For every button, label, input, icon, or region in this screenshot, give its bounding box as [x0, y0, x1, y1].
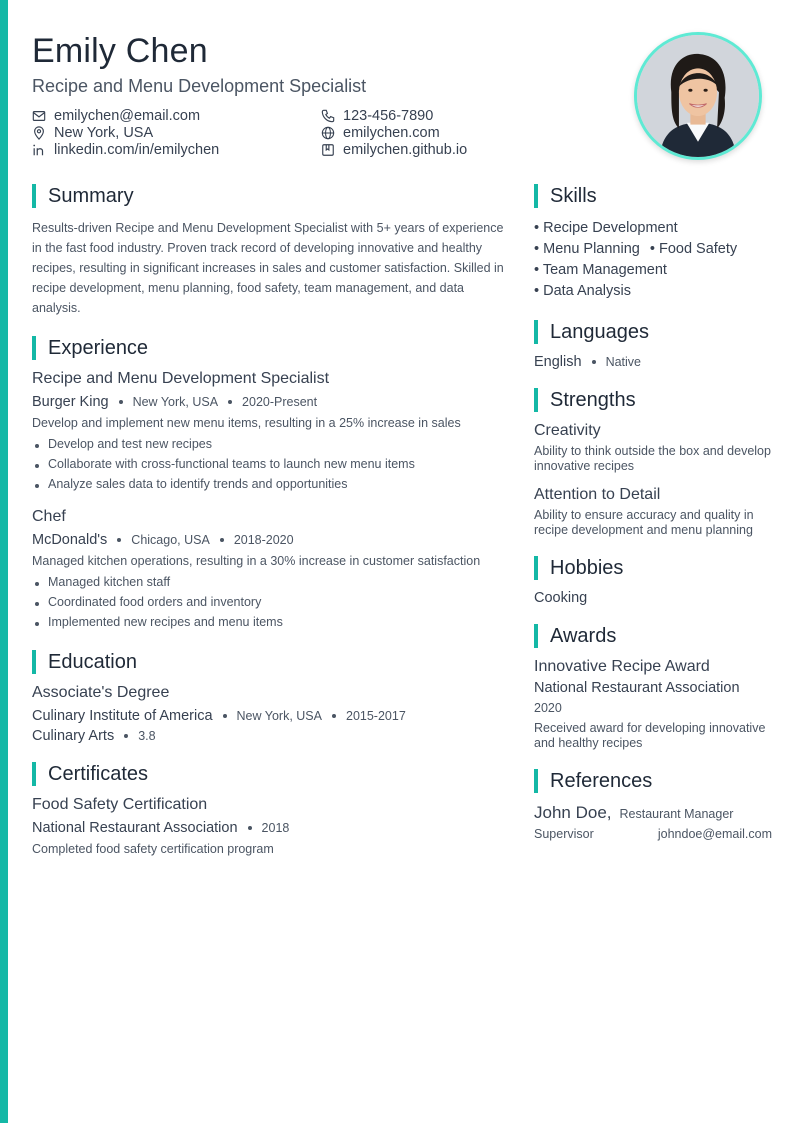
- mail-icon: [32, 109, 46, 123]
- education-meta: [32, 708, 512, 724]
- education-heading: Education: [32, 650, 512, 674]
- hobbies-heading: Hobbies: [534, 556, 772, 580]
- certificate-description: Completed food safety certification program: [32, 842, 274, 856]
- list-item: • Team Management: [534, 262, 667, 278]
- hobbies-section: [534, 556, 772, 606]
- separator-dot: [119, 400, 123, 404]
- job-bullets: [32, 572, 512, 632]
- list-item: Managed kitchen staff: [32, 572, 512, 592]
- portrait-illustration: [637, 35, 759, 157]
- experience-section: [32, 336, 512, 632]
- job-company: McDonald's: [32, 532, 108, 548]
- separator-dot: [124, 734, 128, 738]
- award-year: 2020: [534, 701, 562, 715]
- job-meta: [32, 394, 512, 410]
- job-dates: 2018-2020: [233, 533, 294, 547]
- hobby-item: Cooking: [534, 590, 588, 606]
- award-title: Innovative Recipe Award: [534, 658, 710, 675]
- references-section: [534, 769, 772, 841]
- reference-position: Restaurant Manager: [619, 807, 734, 821]
- reference-relation: Supervisor: [534, 827, 594, 841]
- language-entry: [534, 354, 772, 370]
- linkedin-icon: [32, 143, 46, 157]
- reference-name: John Doe,: [534, 803, 612, 822]
- candidate-name: Emily Chen: [32, 32, 208, 70]
- strength-entry: [534, 486, 772, 538]
- language-level: Native: [605, 355, 641, 369]
- list-item: Coordinated food orders and inventory: [32, 592, 512, 612]
- award-organization: National Restaurant Association: [534, 680, 740, 696]
- list-item: • Food Safety: [649, 241, 738, 257]
- job-description: Develop and implement new menu items, resulting in a 25% increase in sales: [32, 416, 461, 430]
- strength-description: Ability to think outside the box and develop innovative recipes: [534, 444, 771, 473]
- education-field: Culinary Arts: [32, 728, 115, 744]
- award-description: Received award for developing innovative and healthy recipes: [534, 721, 766, 750]
- education-dates: 2015-2017: [346, 709, 406, 723]
- job-location: New York, USA: [132, 395, 219, 409]
- strength-entry: [534, 422, 772, 474]
- strength-description: Ability to ensure accuracy and quality in recipe development and menu planning: [534, 508, 754, 537]
- contact-linkedin[interactable]: linkedin.com/in/emilychen: [32, 142, 219, 158]
- certificate-meta: [32, 820, 512, 836]
- job-title: Recipe and Menu Development Specialist: [32, 370, 330, 387]
- summary-section: [32, 184, 512, 318]
- experience-heading: Experience: [32, 336, 512, 360]
- contact-phone[interactable]: 123-456-7890: [321, 108, 433, 124]
- job-meta: [32, 532, 512, 548]
- list-item: • Data Analysis: [534, 283, 631, 299]
- list-item: Develop and test new recipes: [32, 434, 512, 454]
- contact-location: New York, USA: [32, 125, 153, 141]
- languages-heading: Languages: [534, 320, 772, 344]
- strength-title: Attention to Detail: [534, 486, 661, 503]
- separator-dot: [592, 360, 596, 364]
- resume-page: [32, 0, 772, 1123]
- globe-icon: [321, 126, 335, 140]
- contact-github[interactable]: emilychen.github.io: [321, 142, 467, 158]
- profile-photo: [634, 32, 762, 160]
- reference-header: [534, 803, 772, 823]
- awards-heading: Awards: [534, 624, 772, 648]
- summary-text: Results-driven Recipe and Menu Development Specialist with 5+ years of experience in the fast food industry. Proven track record of developing innovative and healthy recipes, resulting in significant increases in sales and customer satisfaction. Skilled in recipe development, menu planning, food safety, team management, and data analysis.: [32, 221, 504, 315]
- skills-heading: Skills: [534, 184, 772, 208]
- certificate-issuer: National Restaurant Association: [32, 820, 238, 836]
- strength-title: Creativity: [534, 422, 601, 439]
- strengths-heading: Strengths: [534, 388, 772, 412]
- job-company: Burger King: [32, 394, 109, 410]
- job-entry: [32, 370, 512, 494]
- job-entry: [32, 508, 512, 632]
- education-section: [32, 650, 512, 744]
- left-column: [32, 184, 512, 876]
- list-item: • Recipe Development: [534, 220, 678, 236]
- separator-dot: [220, 538, 224, 542]
- contact-website[interactable]: emilychen.com: [321, 125, 440, 141]
- list-item: • Menu Planning: [534, 241, 640, 257]
- job-location: Chicago, USA: [131, 533, 210, 547]
- certificate-year: 2018: [261, 821, 290, 835]
- skills-section: [534, 184, 772, 302]
- references-heading: References: [534, 769, 772, 793]
- separator-dot: [117, 538, 121, 542]
- skills-list: [534, 218, 772, 302]
- awards-section: [534, 624, 772, 751]
- list-item: Collaborate with cross-functional teams to launch new menu items: [32, 454, 512, 474]
- education-gpa: 3.8: [138, 729, 156, 743]
- separator-dot: [223, 714, 227, 718]
- separator-dot: [332, 714, 336, 718]
- list-item: Analyze sales data to identify trends and opportunities: [32, 474, 512, 494]
- education-school: Culinary Institute of America: [32, 708, 213, 724]
- list-item: Implemented new recipes and menu items: [32, 612, 512, 632]
- contact-email[interactable]: emilychen@email.com: [32, 108, 200, 124]
- summary-heading: Summary: [32, 184, 512, 208]
- education-degree: Associate's Degree: [32, 684, 170, 701]
- reference-details: [534, 827, 772, 841]
- skills-row: [534, 239, 772, 260]
- certificates-section: [32, 762, 512, 858]
- strengths-section: [534, 388, 772, 538]
- job-title: Chef: [32, 508, 66, 525]
- certificate-name: Food Safety Certification: [32, 796, 208, 813]
- certificates-heading: Certificates: [32, 762, 512, 786]
- education-location: New York, USA: [236, 709, 322, 723]
- language-name: English: [534, 354, 582, 370]
- languages-section: [534, 320, 772, 370]
- right-column: [534, 184, 772, 859]
- education-field-line: [32, 728, 512, 744]
- phone-icon: [321, 109, 335, 123]
- location-pin-icon: [32, 126, 46, 140]
- accent-bar: [0, 0, 8, 1123]
- reference-email[interactable]: johndoe@email.com: [657, 827, 772, 841]
- job-dates: 2020-Present: [242, 395, 318, 409]
- job-bullets: [32, 434, 512, 494]
- bookmark-icon: [321, 143, 335, 157]
- separator-dot: [228, 400, 232, 404]
- candidate-title: Recipe and Menu Development Specialist: [32, 76, 367, 96]
- separator-dot: [248, 826, 252, 830]
- job-description: Managed kitchen operations, resulting in a 30% increase in customer satisfaction: [32, 554, 481, 568]
